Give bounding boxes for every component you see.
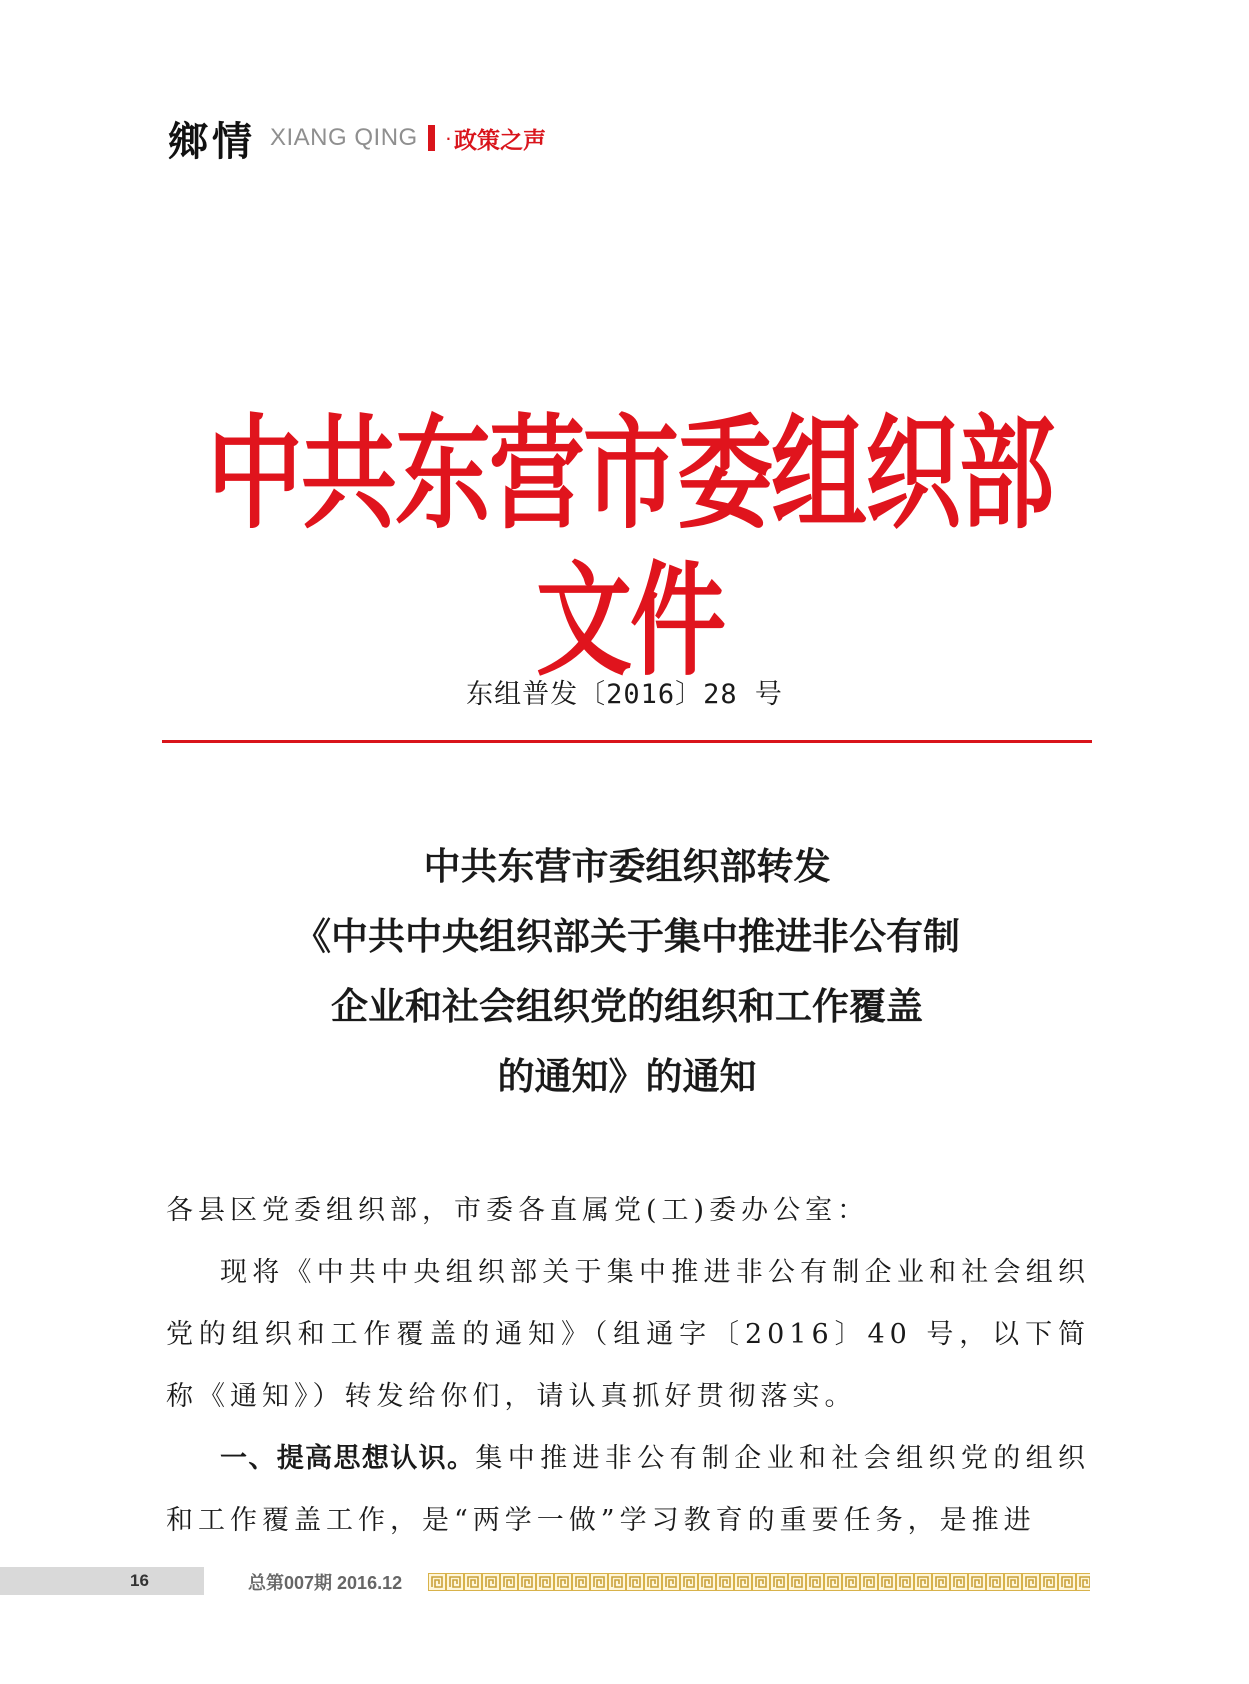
header-red-bar xyxy=(428,125,435,151)
salutation: 各县区党委组织部，市委各直属党(工)委办公室： xyxy=(166,1195,870,1226)
paragraph-2 xyxy=(166,1428,1090,1552)
document-red-title: 中共东营市委组织部文件 xyxy=(207,401,1053,694)
paragraph-2-text: 集中推进非公有制企业和社会组织党的组织和工作覆盖工作，是“两学一做”学习教育的重要任务，是推进 xyxy=(166,1443,1091,1536)
section-label: 政策之声 xyxy=(454,127,547,154)
document-number: 东组普发〔2016〕28 号 xyxy=(466,679,783,710)
magazine-header xyxy=(168,112,546,164)
body-text xyxy=(166,1180,1090,1552)
notice-title-line: 的通知》的通知 xyxy=(497,1055,757,1098)
page-number: 16 xyxy=(130,1571,149,1590)
page-footer xyxy=(0,1567,1249,1595)
magazine-name-latin: XIANG QING xyxy=(270,124,418,151)
notice-title-line: 《中共中央组织部关于集中推进非公有制 xyxy=(294,915,960,958)
notice-title xyxy=(162,832,1092,1112)
greek-key-border xyxy=(428,1573,1090,1591)
notice-title-line: 中共东营市委组织部转发 xyxy=(423,845,831,888)
paragraph-2-heading: 一、提高思想认识。 xyxy=(220,1443,476,1474)
magazine-logo: 鄉情 xyxy=(168,117,256,165)
paragraph-1: 现将《中共中央组织部关于集中推进非公有制企业和社会组织党的组织和工作覆盖的通知》（组通字〔2016〕40 号，以下简称《通知》）转发给你们，请认真抓好贯彻落实。 xyxy=(166,1257,1090,1412)
red-divider xyxy=(162,740,1092,743)
header-dot: · xyxy=(444,125,453,150)
issue-label: 总第007期 2016.12 xyxy=(248,1573,403,1593)
notice-title-line: 企业和社会组织党的组织和工作覆盖 xyxy=(331,985,923,1028)
footer-grey-block xyxy=(0,1567,204,1595)
